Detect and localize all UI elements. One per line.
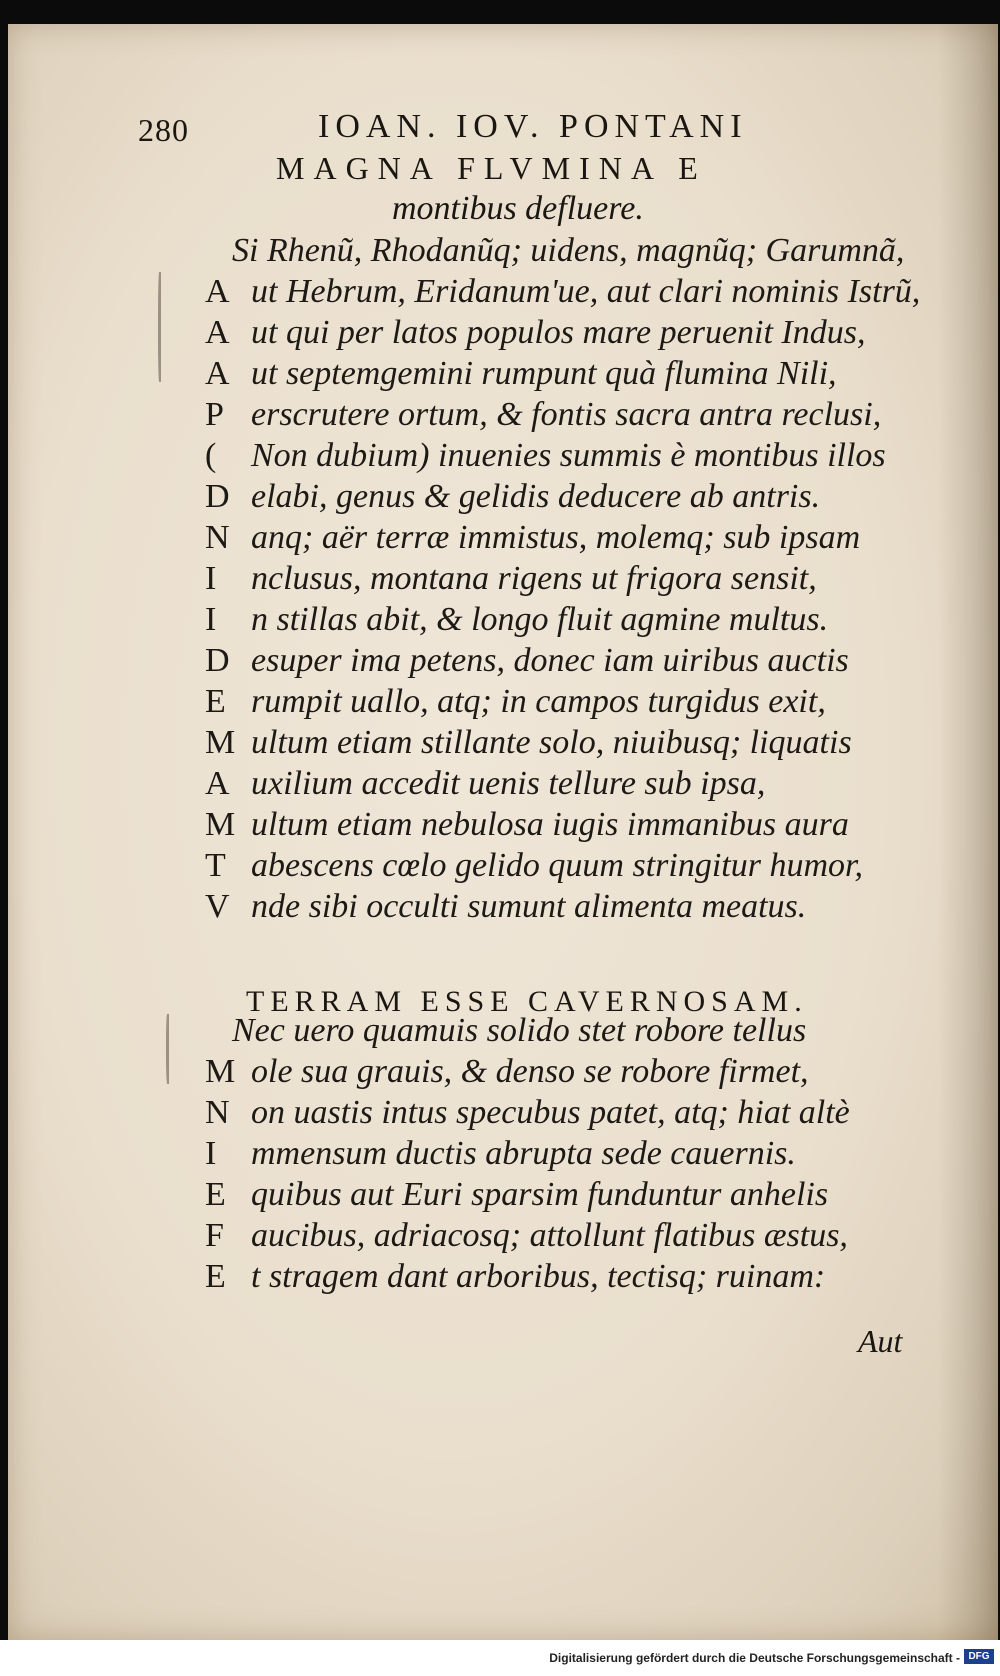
verse-line: M ultum etiam nebulosa iugis immanibus aura xyxy=(205,806,849,843)
verse-line: I n stillas abit, & longo fluit agmine multus. xyxy=(205,601,829,638)
section-title-2: TERRAM ESSE CAVERNOSAM. xyxy=(246,985,808,1018)
verse-line: F aucibus, adriacosq; attollunt flatibus æstus, xyxy=(205,1217,848,1254)
catchword: Aut xyxy=(858,1323,903,1359)
verse-line: A ut Hebrum, Eridanum'ue, aut clari nominis Istrũ, xyxy=(205,273,921,310)
verse-line: ( Non dubium) inuenies summis è montibus illos xyxy=(205,437,886,474)
digitization-credit: Digitalisierung gefördert durch die Deutsche Forschungsgemeinschaft - xyxy=(549,1651,960,1665)
verse-line: N on uastis intus specubus patet, atq; hiat altè xyxy=(205,1094,850,1131)
verse-line: E rumpit uallo, atq; in campos turgidus exit, xyxy=(205,683,826,720)
author-heading: IOAN. IOV. PONTANI xyxy=(318,108,748,145)
running-head xyxy=(0,108,1000,148)
verse-line: V nde sibi occulti sumunt alimenta meatus. xyxy=(205,888,807,925)
verse-line: N anq; aër terræ immistus, molemq; sub ipsam xyxy=(205,519,861,556)
section-subtitle-1: montibus defluere. xyxy=(392,190,644,227)
page-number: 280 xyxy=(138,112,189,148)
verse-line: E t stragem dant arboribus, tectisq; ruinam: xyxy=(205,1258,826,1295)
verse-line: M ole sua grauis, & denso se robore firmet, xyxy=(205,1053,809,1090)
section-title-1: MAGNA FLVMINA E xyxy=(276,150,707,186)
verse-line: Nec uero quamuis solido stet robore tellus xyxy=(232,1012,807,1049)
verse-line: A uxilium accedit uenis tellure sub ipsa, xyxy=(205,765,766,802)
verse-line: I mmensum ductis abrupta sede cauernis. xyxy=(205,1135,796,1172)
margin-bracket-mark xyxy=(158,272,161,382)
verse-line: E quibus aut Euri sparsim funduntur anhelis xyxy=(205,1176,829,1213)
margin-bracket-mark xyxy=(166,1014,169,1084)
verse-line: A ut qui per latos populos mare peruenit Indus, xyxy=(205,314,866,351)
verse-line: M ultum etiam stillante solo, niuibusq; liquatis xyxy=(205,724,852,761)
verse-line: T abescens cœlo gelido quum stringitur humor, xyxy=(205,847,863,884)
verse-line: I nclusus, montana rigens ut frigora sensit, xyxy=(205,560,817,597)
verse-line: Si Rhenũ, Rhodanũq; uidens, magnũq; Garumnã, xyxy=(232,232,905,269)
verse-line: D elabi, genus & gelidis deducere ab antris. xyxy=(205,478,821,515)
verse-line: P erscrutere ortum, & fontis sacra antra reclusi, xyxy=(205,396,882,433)
verse-line: A ut septemgemini rumpunt quà flumina Nili, xyxy=(205,355,837,392)
dfg-logo-badge[interactable]: DFG xyxy=(964,1649,994,1664)
verse-line: D esuper ima petens, donec iam uiribus auctis xyxy=(205,642,849,679)
